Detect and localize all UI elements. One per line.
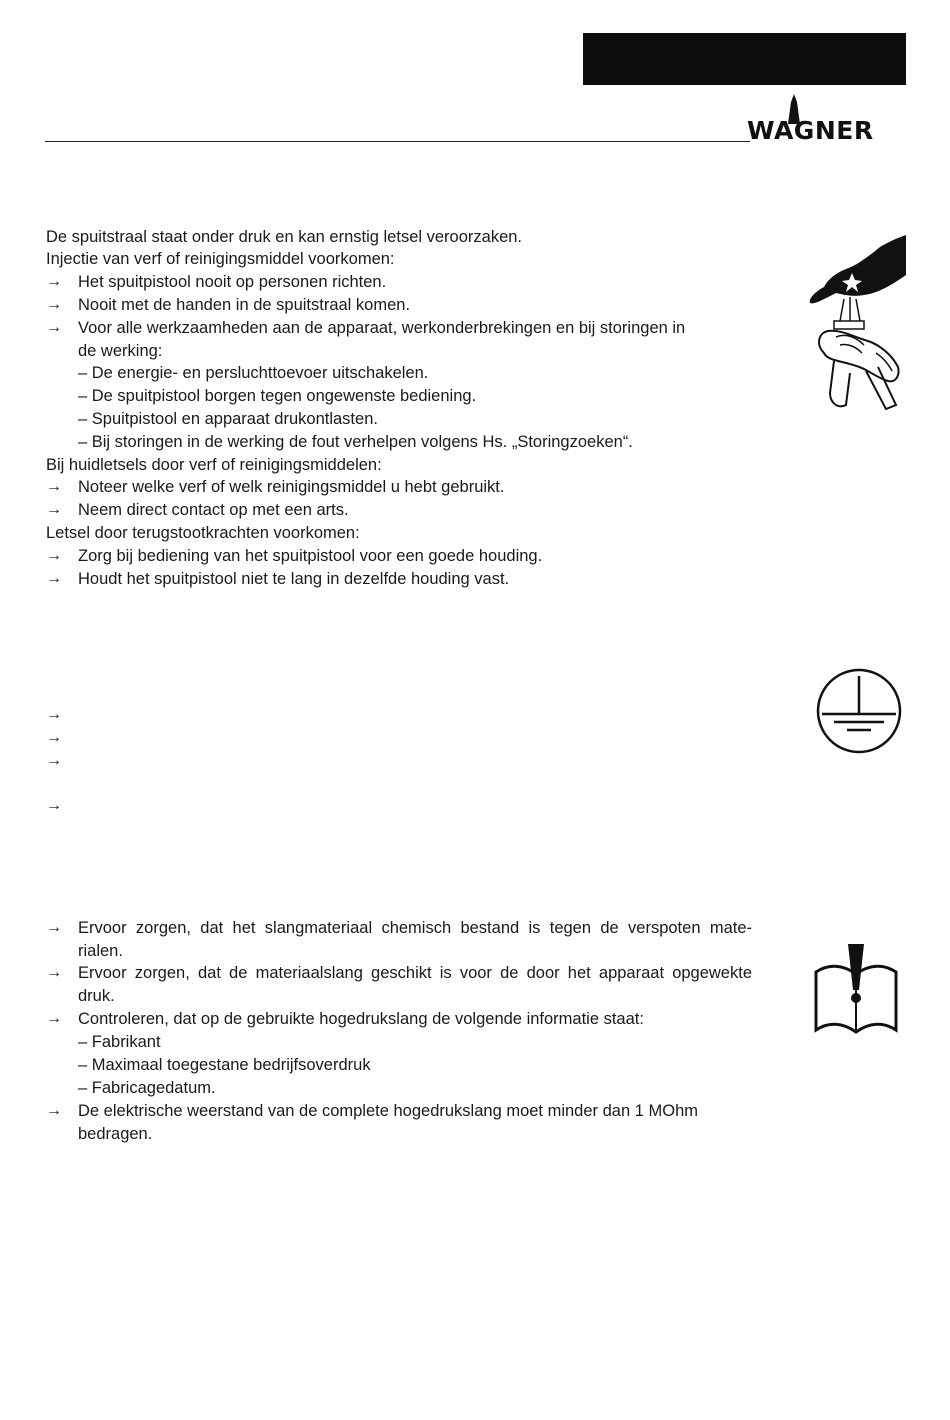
wagner-logo [747,94,907,146]
logo-text: WAGNER [747,116,874,145]
list-item: Houdt het spuitpistool niet te lang in dezelfde houding vast. [78,570,510,588]
hand-spray-injury-icon [806,233,908,415]
list-item: Nooit met de handen in de spuitstraal komen. [78,296,411,314]
arrow-icon: → [46,273,62,290]
list-item: Neem direct contact op met een arts. [78,501,349,519]
section1-injection-heading: Injectie van verf of reinigingsmiddel voorkomen: [46,250,395,268]
skin-injury-heading: Bij huidletsels door verf of reinigingsmiddelen: [46,456,382,474]
arrow-icon: → [46,501,62,518]
sub-list-item: – Spuitpistool en apparaat drukontlasten. [78,410,378,428]
arrow-icon: → [46,752,62,769]
header-bar [583,33,906,85]
arrow-icon: → [46,964,62,981]
ground-symbol-icon [814,668,904,754]
list-item: Ervoor zorgen, dat de materiaalslang geschikt is voor de door het apparaat opgewekte [78,964,752,982]
arrow-icon: → [46,547,62,564]
arrow-icon: → [46,570,62,587]
list-item-continued: druk. [78,987,115,1005]
list-item: Ervoor zorgen, dat het slangmateriaal chemisch bestand is tegen de verspoten mate- [78,919,752,937]
sub-list-item: – Fabricagedatum. [78,1079,216,1097]
list-item: Voor alle werkzaamheden aan de apparaat, werkonderbrekingen en bij storingen in [78,319,686,337]
header-rule [45,141,750,142]
section1-intro: De spuitstraal staat onder druk en kan ernstig letsel veroorzaken. [46,228,523,246]
list-item-continued: de werking: [78,342,163,360]
sub-list-item: – De energie- en persluchttoevoer uitschakelen. [78,364,429,382]
list-item: Het spuitpistool nooit op personen richten. [78,273,387,291]
arrow-icon: → [46,1102,62,1119]
arrow-icon: → [46,797,62,814]
arrow-icon: → [46,478,62,495]
list-item: De elektrische weerstand van de complete hogedrukslang moet minder dan 1 MOhm [78,1102,698,1120]
list-item-continued: bedragen. [78,1125,153,1143]
sub-list-item: – Fabrikant [78,1033,161,1051]
arrow-icon: → [46,729,62,746]
sub-list-item: – Maximaal toegestane bedrijfsoverdruk [78,1056,371,1074]
list-item-continued: rialen. [78,942,123,960]
list-item: Noteer welke verf of welk reinigingsmiddel u hebt gebruikt. [78,478,505,496]
arrow-icon: → [46,1010,62,1027]
arrow-icon: → [46,319,62,336]
read-manual-icon [812,942,900,1036]
list-item: Zorg bij bediening van het spuitpistool voor een goede houding. [78,547,543,565]
sub-list-item: – Bij storingen in de werking de fout verhelpen volgens Hs. „Storingzoeken“. [78,433,633,451]
list-item: Controleren, dat op de gebruikte hogedrukslang de volgende informatie staat: [78,1010,644,1028]
arrow-icon: → [46,919,62,936]
recoil-heading: Letsel door terugstootkrachten voorkomen: [46,524,360,542]
sub-list-item: – De spuitpistool borgen tegen ongewenste bediening. [78,387,477,405]
arrow-icon: → [46,296,62,313]
arrow-icon: → [46,706,62,723]
